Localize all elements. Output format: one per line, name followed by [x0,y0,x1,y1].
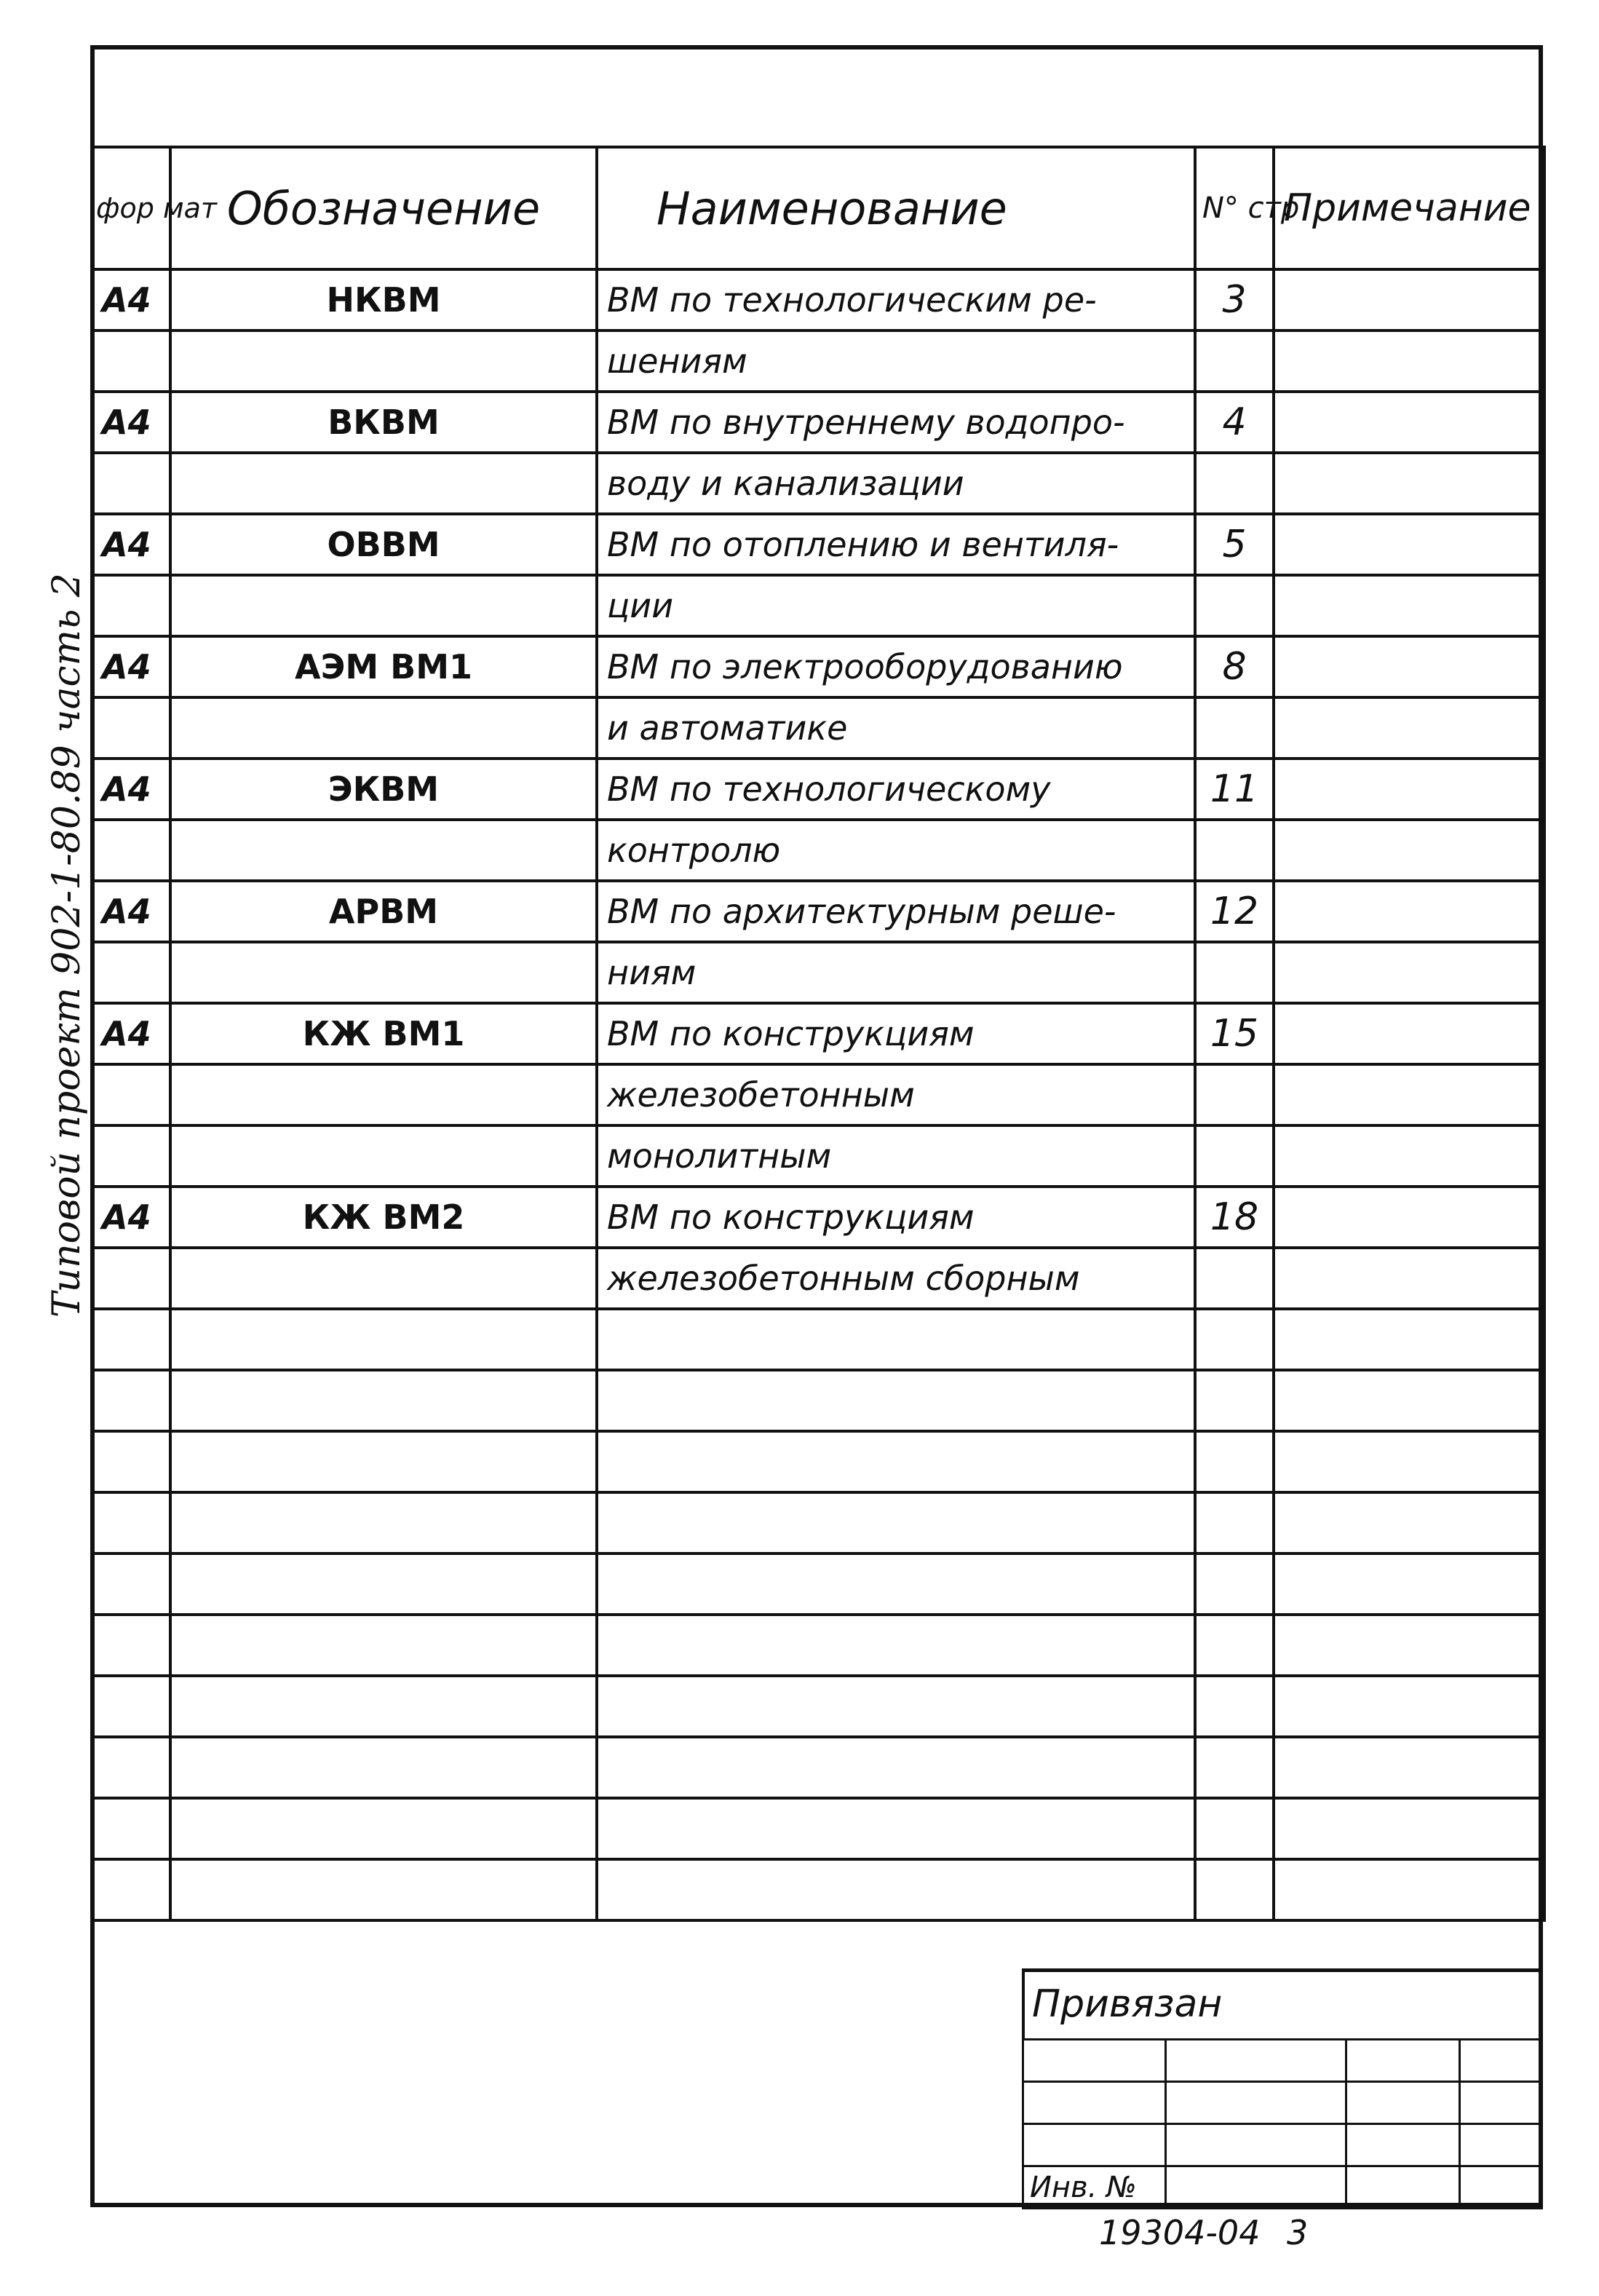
cell-page [1195,1492,1274,1553]
cell-designation [170,942,597,1003]
cell-page: 4 [1195,392,1274,453]
cell-note [1274,1370,1544,1431]
cell-note [1274,1676,1544,1737]
cell-format [92,1615,170,1676]
cell-name: ВМ по конструкциям [597,1187,1195,1248]
cell-name [597,1553,1195,1615]
table-row [92,1003,1544,1064]
table-row [92,1859,1544,1920]
cell-format [92,697,170,759]
cell-name: железобетонным сборным [597,1248,1195,1309]
stamp-grid [1022,2038,1543,2209]
cell-note [1274,1309,1544,1370]
cell-note [1274,697,1544,759]
table-row [92,1125,1544,1187]
table-row [92,1431,1544,1492]
cell-format [92,1309,170,1370]
cell-format: А4 [92,881,170,942]
cell-designation [170,453,597,514]
table-row [92,1187,1544,1248]
cell-designation: КЖ ВМ2 [170,1187,597,1248]
cell-format [92,1676,170,1737]
cell-note [1274,1003,1544,1064]
cell-page [1195,453,1274,514]
table-row [92,697,1544,759]
cell-note [1274,514,1544,575]
cell-note [1274,1492,1544,1553]
cell-format: А4 [92,269,170,330]
cell-name [597,1859,1195,1920]
cell-format: А4 [92,1187,170,1248]
cell-format [92,1431,170,1492]
cell-name [597,1615,1195,1676]
cell-format [92,1492,170,1553]
cell-designation [170,330,597,392]
cell-designation [170,1798,597,1859]
cell-note [1274,575,1544,636]
cell-designation: АРВМ [170,881,597,942]
cell-page [1195,1859,1274,1920]
cell-name: воду и канализации [597,453,1195,514]
specification-table [90,146,1546,1922]
cell-note [1274,1248,1544,1309]
table-row [92,1248,1544,1309]
cell-page [1195,1309,1274,1370]
table-row [92,1676,1544,1737]
header-note: Примечание [1274,147,1544,269]
cell-name: монолитным [597,1125,1195,1187]
cell-note [1274,269,1544,330]
cell-page [1195,1248,1274,1309]
cell-note [1274,392,1544,453]
cell-designation: КЖ ВМ1 [170,1003,597,1064]
cell-note [1274,330,1544,392]
cell-page [1195,1431,1274,1492]
cell-designation [170,1431,597,1492]
table-row [92,759,1544,820]
cell-page [1195,1553,1274,1615]
cell-page [1195,330,1274,392]
cell-name: ниям [597,942,1195,1003]
cell-page [1195,1370,1274,1431]
table-row [92,1370,1544,1431]
cell-page [1195,1064,1274,1125]
cell-designation [170,1064,597,1125]
cell-name: ВМ по электрооборудованию [597,636,1195,697]
cell-name [597,1370,1195,1431]
cell-name: ВМ по внутреннему водопро- [597,392,1195,453]
table-row [92,820,1544,881]
cell-format [92,453,170,514]
sheet-number: 3 [1287,2213,1309,2252]
inventory-number: 19304-04 [1099,2213,1261,2252]
cell-page [1195,820,1274,881]
cell-name: и автоматике [597,697,1195,759]
cell-format [92,1553,170,1615]
cell-page: 8 [1195,636,1274,697]
cell-page [1195,1676,1274,1737]
cell-page [1195,1798,1274,1859]
cell-format [92,1859,170,1920]
cell-format: А4 [92,1003,170,1064]
cell-format [92,1370,170,1431]
table-row [92,1064,1544,1125]
cell-name: ВМ по конструкциям [597,1003,1195,1064]
cell-format [92,1125,170,1187]
cell-name: железобетонным [597,1064,1195,1125]
cell-name [597,1798,1195,1859]
stamp-title: Привязан [1022,1968,1543,2038]
cell-note [1274,1615,1544,1676]
header-format: фор мат [92,147,170,269]
table-row [92,330,1544,392]
table-row [92,1798,1544,1859]
cell-designation: ВКВМ [170,392,597,453]
cell-page [1195,697,1274,759]
cell-format [92,820,170,881]
cell-page [1195,1125,1274,1187]
cell-note [1274,881,1544,942]
cell-name: контролю [597,820,1195,881]
cell-note [1274,1064,1544,1125]
table-row [92,269,1544,330]
cell-note [1274,1431,1544,1492]
cell-note [1274,1737,1544,1798]
cell-format: А4 [92,392,170,453]
cell-name [597,1309,1195,1370]
cell-format [92,575,170,636]
cell-page [1195,942,1274,1003]
cell-designation [170,1676,597,1737]
cell-name: шениям [597,330,1195,392]
stamp-inv-label: Инв. № [1023,2166,1166,2209]
cell-designation [170,1492,597,1553]
table-row [92,575,1544,636]
cell-name: ВМ по отоплению и вентиля- [597,514,1195,575]
cell-page: 18 [1195,1187,1274,1248]
cell-page [1195,1737,1274,1798]
cell-note [1274,1125,1544,1187]
cell-note [1274,1553,1544,1615]
cell-designation [170,1370,597,1431]
table-row [92,1737,1544,1798]
title-block-stamp [1022,1968,1543,2207]
table-row [92,942,1544,1003]
cell-designation [170,1859,597,1920]
cell-note [1274,759,1544,820]
cell-format [92,1737,170,1798]
cell-designation: НКВМ [170,269,597,330]
table-row [92,1615,1544,1676]
cell-designation: АЭМ ВМ1 [170,636,597,697]
cell-page: 5 [1195,514,1274,575]
cell-note [1274,1859,1544,1920]
cell-designation [170,1125,597,1187]
cell-page [1195,575,1274,636]
cell-format [92,330,170,392]
cell-designation [170,1615,597,1676]
table-row [92,1553,1544,1615]
cell-designation [170,697,597,759]
table-row [92,392,1544,453]
cell-designation: ЭКВМ [170,759,597,820]
cell-page: 11 [1195,759,1274,820]
cell-page: 12 [1195,881,1274,942]
cell-format: А4 [92,636,170,697]
cell-designation [170,1309,597,1370]
cell-format: А4 [92,759,170,820]
cell-designation: ОВВМ [170,514,597,575]
cell-designation [170,1737,597,1798]
cell-name [597,1492,1195,1553]
cell-note [1274,636,1544,697]
table-row [92,881,1544,942]
header-designation: Обозначение [170,147,597,269]
cell-designation [170,1553,597,1615]
cell-page: 15 [1195,1003,1274,1064]
cell-note [1274,942,1544,1003]
table-header-row [92,147,1544,269]
cell-format [92,1798,170,1859]
cell-format: А4 [92,514,170,575]
cell-note [1274,820,1544,881]
cell-format [92,1064,170,1125]
cell-note [1274,1187,1544,1248]
cell-name: ции [597,575,1195,636]
table-row [92,1492,1544,1553]
cell-name [597,1737,1195,1798]
table-row [92,514,1544,575]
header-name: Наименование [597,147,1195,269]
cell-note [1274,453,1544,514]
cell-name: ВМ по архитектурным реше- [597,881,1195,942]
cell-format [92,1248,170,1309]
cell-name [597,1676,1195,1737]
cell-designation [170,820,597,881]
cell-note [1274,1798,1544,1859]
cell-page: 3 [1195,269,1274,330]
header-page: N° стр [1195,147,1274,269]
cell-name: ВМ по технологическому [597,759,1195,820]
cell-name [597,1431,1195,1492]
table-row [92,636,1544,697]
cell-format [92,942,170,1003]
table-row [92,453,1544,514]
cell-page [1195,1615,1274,1676]
cell-designation [170,575,597,636]
cell-name: ВМ по технологическим ре- [597,269,1195,330]
side-label: Типовой проект 902-1-80.89 часть 2 [45,573,89,1318]
table-row [92,1309,1544,1370]
cell-designation [170,1248,597,1309]
